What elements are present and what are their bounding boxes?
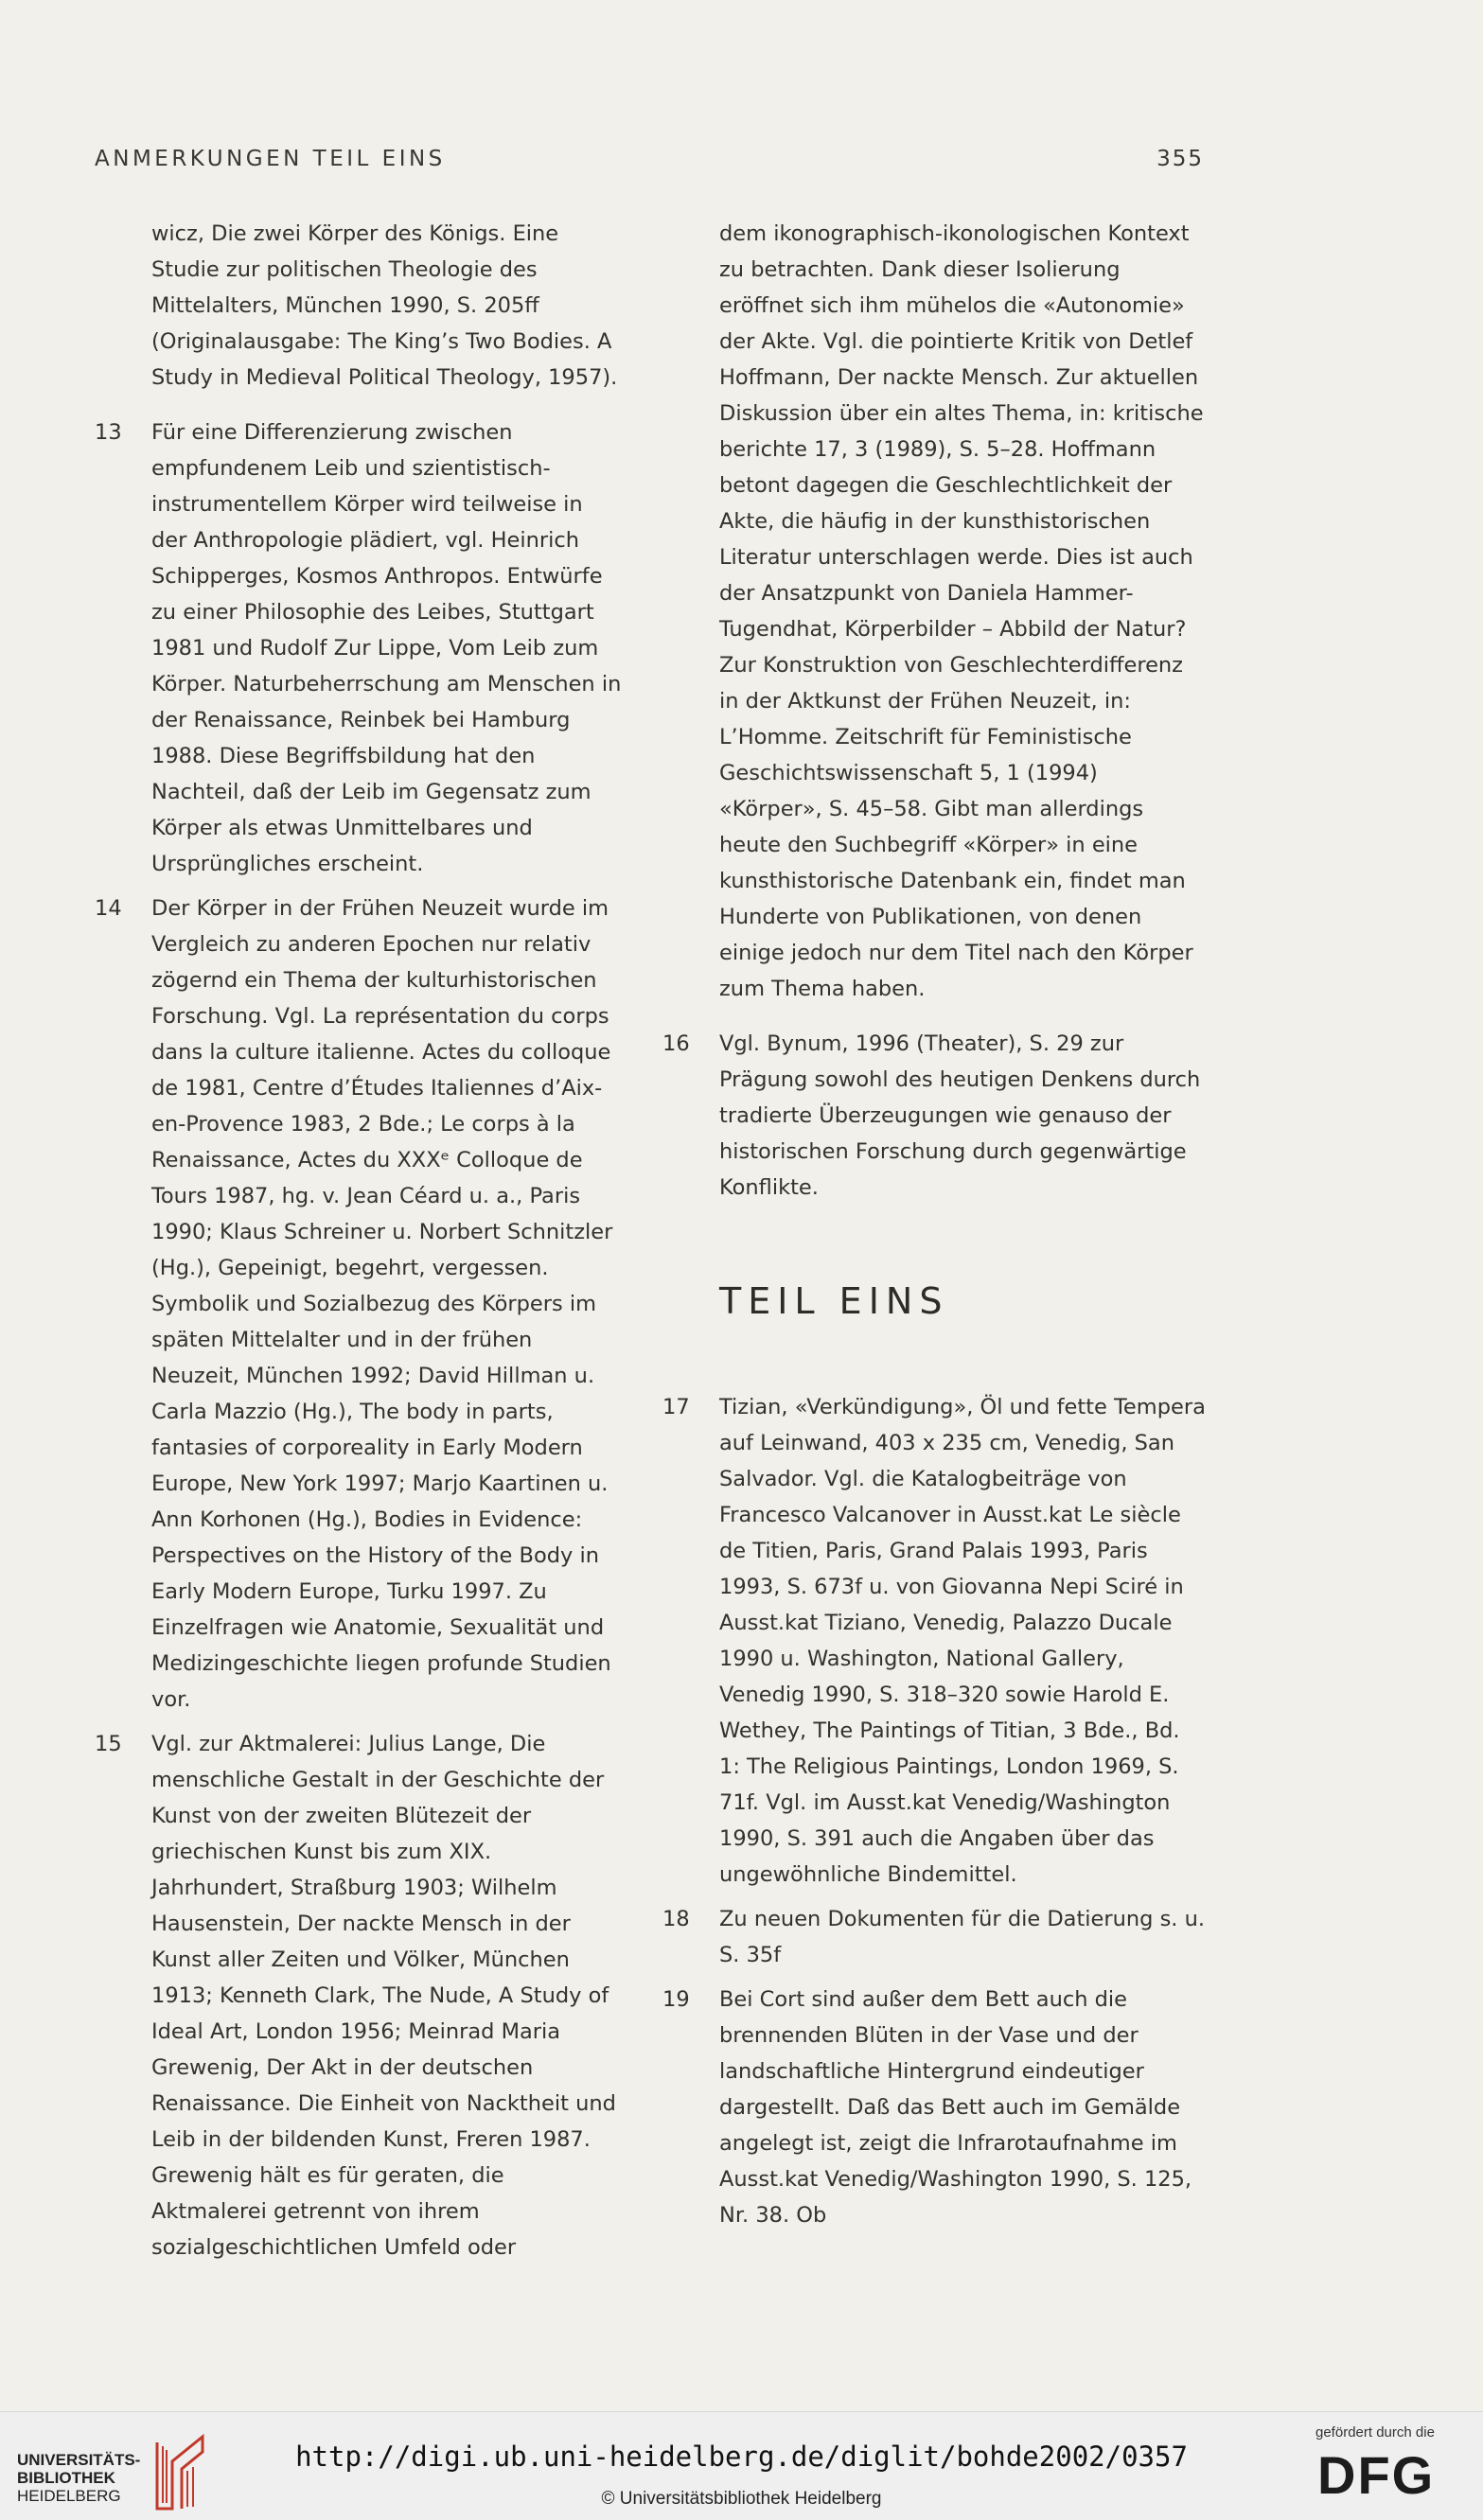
footnote-number: 15 xyxy=(95,1732,122,1756)
footnote-text: Zu neuen Dokumenten für die Datierung s. u. S. 35f xyxy=(719,1907,1206,1967)
page-number: 355 xyxy=(1156,147,1204,171)
footnote-text: Der Körper in der Frühen Neuzeit wurde im Vergleich zu anderen Epochen nur relativ zögernd ein Thema der kulturhistorischen Forschung. Vgl. La représentation du corps dans la culture italienne. Actes du colloque de 1981, Centre d’Études Italiennes d’Aix-en-Provence 1983, 2 Bde.; Le corps à la Renaissance, Actes du XXXᵉ Colloque de Tours 1987, hg. v. Jean Céard u. a., Paris 1990; Klaus Schreiner u. Norbert Schnitzler (Hg.), Gepeinigt, begehrt, vergessen. Symbolik und Sozialbezug des Körpers im späten Mittelalter und in der frühen Neuzeit, München 1992; David Hillman u. Carla Mazzio (Hg.), The body in parts, fantasies of corporeality in Early Modern Europe, New York 1997; Marjo Kaartinen u. Ann Korhonen (Hg.), Bodies in Evidence: Perspectives on the History of the Body in Early Modern Europe, Turku 1997. Zu Einzelfragen wie Anatomie, Sexualität und Medizingeschichte liegen profunde Studien vor. xyxy=(151,896,613,1712)
permalink-url[interactable]: http://digi.ub.uni-heidelberg.de/diglit/bohde2002/0357 xyxy=(295,2441,1188,2473)
footnote-number: 18 xyxy=(662,1907,690,1931)
library-name-line1: UNIVERSITÄTS- xyxy=(17,2451,141,2469)
footnote-text: Vgl. zur Aktmalerei: Julius Lange, Die menschliche Gestalt in der Geschichte der Kunst von der zweiten Blütezeit der griechischen Kunst bis zum XIX. Jahrhundert, Straßburg 1903; Wilhelm Hausenstein, Der nackte Mensch in der Kunst aller Zeiten und Völker, München 1913; Kenneth Clark, The Nude, A Study of Ideal Art, London 1956; Meinrad Maria Grewenig, Der Akt in der deutschen Renaissance. Die Einheit von Nacktheit und Leib in der bildenden Kunst, Freren 1987. Grewenig hält es für geraten, die Aktmalerei getrennt von ihrem sozialgeschichtlichen Umfeld oder xyxy=(151,1732,616,2260)
footnote xyxy=(95,414,625,882)
left-column xyxy=(95,216,625,2274)
funding-note: gefördert durch die xyxy=(1315,2424,1435,2441)
footnote-text: Vgl. Bynum, 1996 (Theater), S. 29 zur Prägung sowohl des heutigen Denkens durch tradierte Überzeugungen wie genauso der historischen Forschung durch gegenwärtige Konflikte. xyxy=(719,1031,1201,1200)
dfg-logo[interactable]: DFG xyxy=(1317,2445,1436,2505)
footnote-number: 16 xyxy=(662,1031,690,1056)
footnote-number: 19 xyxy=(662,1987,690,2012)
footnote-number: 14 xyxy=(95,896,122,921)
right-column xyxy=(662,216,1207,2242)
footnote xyxy=(662,1901,1207,1973)
section-heading: TEIL EINS xyxy=(719,1280,949,1322)
library-name-line2: BIBLIOTHEK xyxy=(17,2469,115,2487)
library-name-line3: HEIDELBERG xyxy=(17,2487,121,2505)
note-continuation: dem ikonographisch-ikonologischen Kontext zu betrachten. Dank dieser Isolierung eröffnet sich ihm mühelos die «Autonomie» der Akte. Vgl. die pointierte Kritik von Detlef Hoffmann, Der nackte Mensch. Zur aktuellen Diskussion über ein altes Thema, in: kritische berichte 17, 3 (1989), S. 5–28. Hoffmann betont dagegen die Geschlechtlichkeit der Akte, die häufig in der kunsthistorischen Literatur unterschlagen werde. Dies ist auch der Ansatzpunkt von Daniela Hammer-Tugendhat, Körperbilder – Abbild der Natur? Zur Konstruktion von Geschlechterdifferenz in der Aktkunst der Frühen Neuzeit, in: L’Homme. Zeitschrift für Feministische Geschichtswissenschaft 5, 1 (1994) «Körper», S. 45–58. Gibt man allerdings heute den Suchbegriff «Körper» in eine kunsthistorische Datenbank ein, findet man Hunderte von Publikationen, von denen einige jedoch nur dem Titel nach den Körper zum Thema haben. xyxy=(719,221,1204,1001)
copyright-notice: © Universitätsbibliothek Heidelberg xyxy=(601,2489,882,2509)
footnote-number: 13 xyxy=(95,420,122,445)
footnote xyxy=(662,1026,1207,1206)
footnote-text: Tizian, «Verkündigung», Öl und fette Tempera auf Leinwand, 403 x 235 cm, Venedig, San Salvador. Vgl. die Katalogbeiträge von Francesco Valcanover in Ausst.kat Le siècle de Titien, Paris, Grand Palais 1993, Paris 1993, S. 673f u. von Giovanna Nepi Sciré in Ausst.kat Tiziano, Venedig, Palazzo Ducale 1990 u. Washington, National Gallery, Venedig 1990, S. 318–320 sowie Harold E. Wethey, The Paintings of Titian, 3 Bde., Bd. 1: The Religious Paintings, London 1969, S. 71f. Vgl. im Ausst.kat Venedig/Washington 1990, S. 391 auch die Angaben über das ungewöhnliche Bindemittel. xyxy=(719,1395,1206,1887)
footnote-number: 17 xyxy=(662,1395,690,1419)
footnote-text: Für eine Differenzierung zwischen empfundenem Leib und szientistisch-instrumentellem Körper wird teilweise in der Anthropologie plädiert, vgl. Heinrich Schipperges, Kosmos Anthropos. Entwürfe zu einer Philosophie des Leibes, Stuttgart 1981 und Rudolf Zur Lippe, Vom Leib zum Körper. Naturbeherrschung am Menschen in der Renaissance, Reinbek bei Hamburg 1988. Diese Begriffsbildung hat den Nachteil, daß der Leib im Gegensatz zum Körper als etwas Unmittelbares und Ursprüngliches erscheint. xyxy=(151,420,622,876)
running-head xyxy=(95,147,1204,171)
note-continuation: wicz, Die zwei Körper des Königs. Eine Studie zur politischen Theologie des Mittelalters, München 1990, S. 205ff (Originalausgabe: The King’s Two Bodies. A Study in Medieval Political Theology, 1957). xyxy=(151,221,618,390)
footnote xyxy=(662,1389,1207,1893)
footnote-text: Bei Cort sind außer dem Bett auch die brennenden Blüten in der Vase und der landschaftliche Hintergrund eindeutiger dargestellt. Daß das Bett auch im Gemälde angelegt ist, zeigt die Infrarotaufnahme im Ausst.kat Venedig/Washington 1990, S. 125, Nr. 38. Ob xyxy=(719,1987,1192,2228)
footnote xyxy=(95,1726,625,2265)
footnote xyxy=(662,1982,1207,2233)
footnote xyxy=(95,890,625,1718)
running-head-title: ANMERKUNGEN TEIL EINS xyxy=(95,147,446,171)
